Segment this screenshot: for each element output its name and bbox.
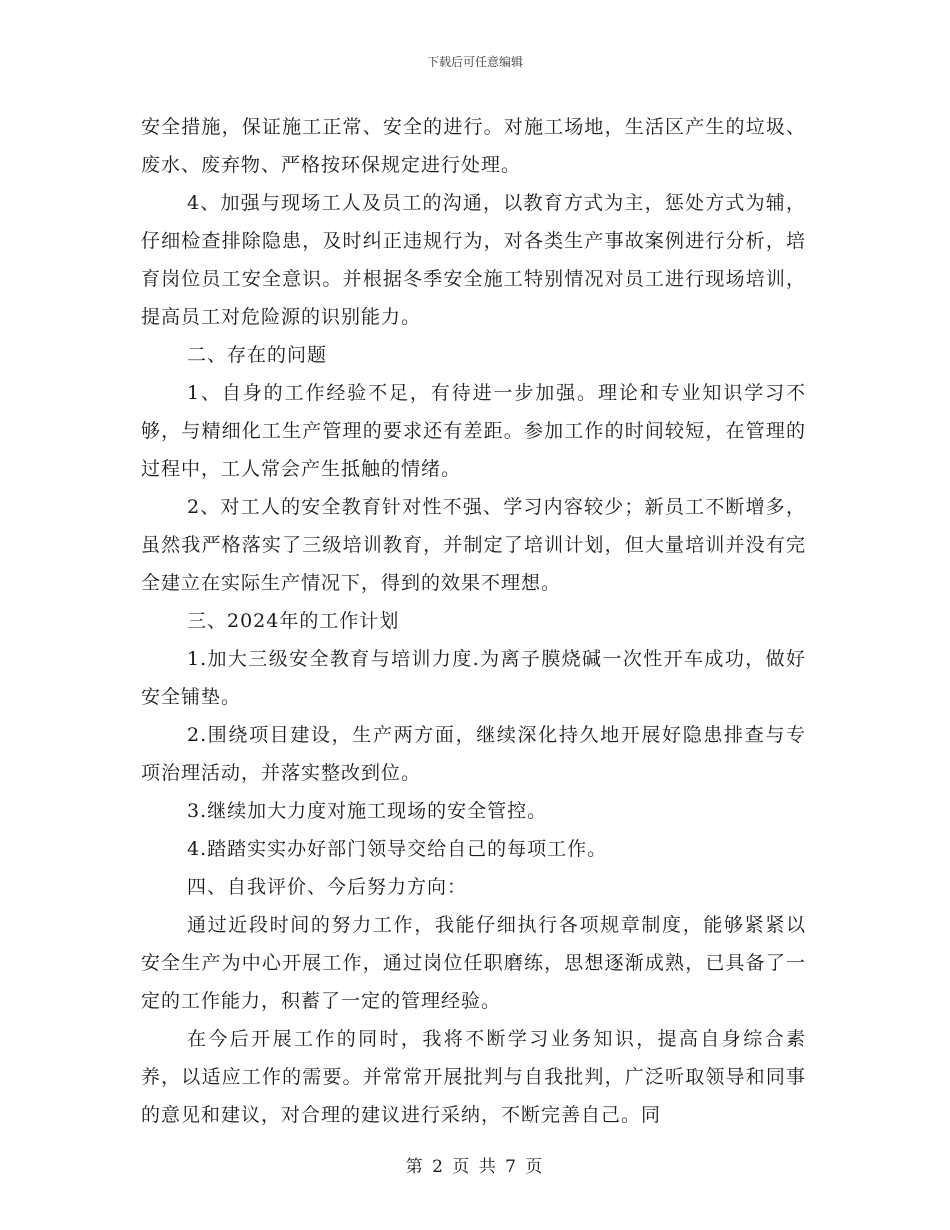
page-header: 下载后可任意编辑 xyxy=(426,55,523,69)
document-body xyxy=(141,108,806,1134)
paragraph-5: 通过近段时间的努力工作，我能仔细执行各项规章制度，能够紧紧以安全生产为中心开展工作，通过岗位任职磨练，思想逐渐成熟，已具备了一定的工作能力，积蓄了一定的管理经验。 xyxy=(141,914,806,1012)
paragraph-1: 安全措施，保证施工正常、安全的进行。对施工场地，生活区产生的垃圾、废水、废弃物、严格按环保规定进行处理。 xyxy=(141,116,806,176)
section-heading-problems: 二、存在的问题 xyxy=(187,344,328,366)
paragraph-4: 2、对工人的安全教育针对性不强、学习内容较少；新员工不断增多，虽然我严格落实了三级培训教育，并制定了培训计划，但大量培训并没有完全建立在实际生产情况下，得到的效果不理想。 xyxy=(141,496,806,594)
paragraph-3: 1、自身的工作经验不足，有待进一步加强。理论和专业知识学习不够，与精细化工生产管理的要求还有差距。参加工作的时间较短，在管理的过程中，工人常会产生抵触的情绪。 xyxy=(141,382,806,480)
plan-item-1: 1.加大三级安全教育与培训力度.为离子膜烧碱一次性开车成功，做好安全铺垫。 xyxy=(141,648,806,708)
paragraph-2: 4、加强与现场工人及员工的沟通，以教育方式为主，惩处方式为辅，仔细检查排除隐患，及时纠正违规行为，对各类生产事故案例进行分析，培育岗位员工安全意识。并根据冬季安全施工特别情况对员工进行现场培训，提高员工对危险源的识别能力。 xyxy=(141,192,806,328)
section-heading-self-evaluation: 四、自我评价、今后努力方向： xyxy=(187,876,468,898)
page-footer: 第 2 页 共 7 页 xyxy=(405,1157,545,1177)
plan-item-2: 2.围绕项目建设，生产两方面，继续深化持久地开展好隐患排查与专项治理活动，并落实整改到位。 xyxy=(141,724,806,784)
plan-item-3: 3.继续加大力度对施工现场的安全管控。 xyxy=(187,800,548,822)
section-heading-plan: 三、2024年的工作计划 xyxy=(187,610,400,632)
plan-item-4: 4.踏踏实实办好部门领导交给自己的每项工作。 xyxy=(187,838,608,860)
paragraph-6: 在今后开展工作的同时，我将不断学习业务知识，提高自身综合素养，以适应工作的需要。并常常开展批判与自我批判，广泛听取领导和同事的意见和建议，对合理的建议进行采纳，不断完善自己。同 xyxy=(141,1028,806,1126)
